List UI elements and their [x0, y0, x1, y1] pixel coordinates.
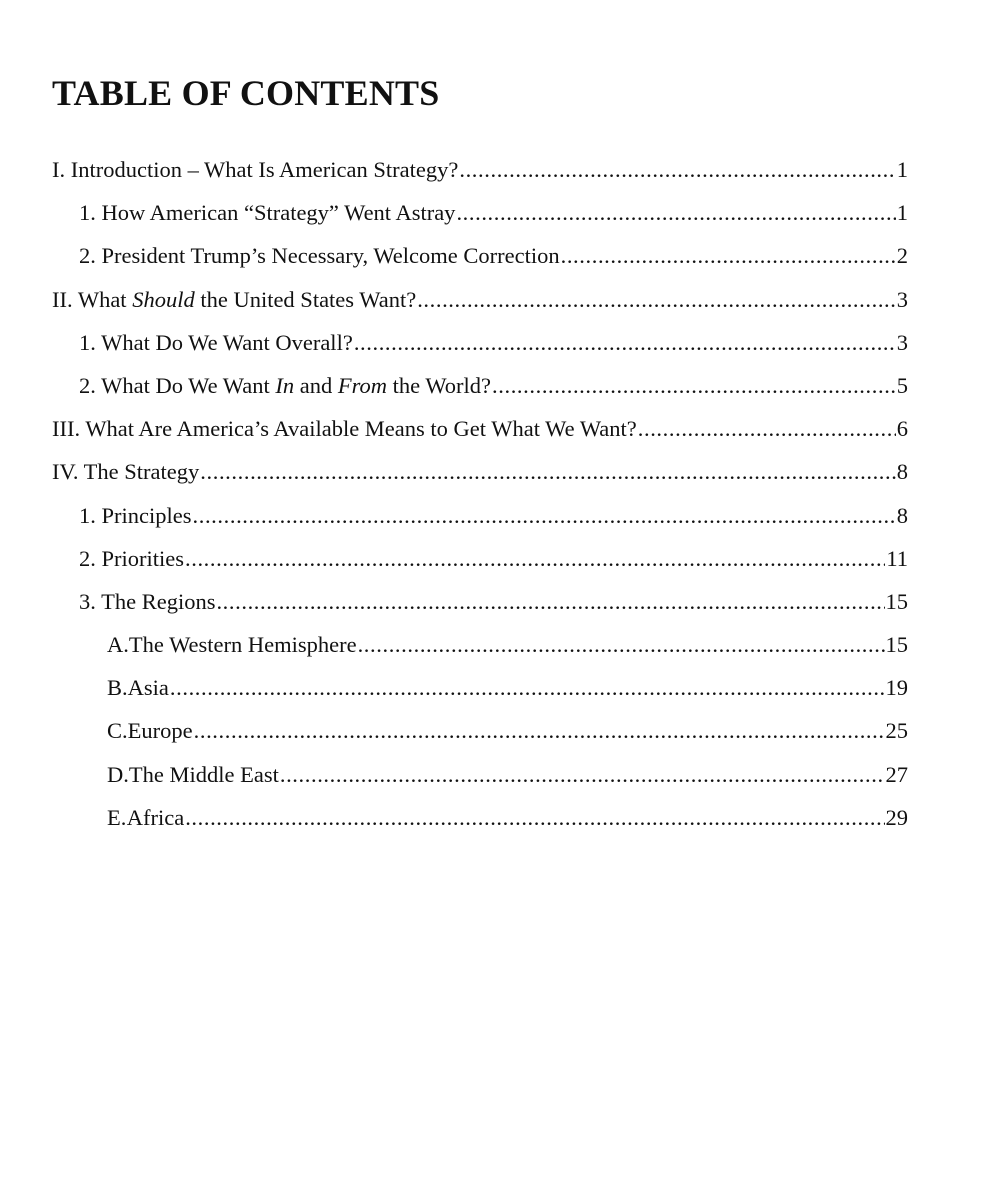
toc-entry-label: 3. The Regions	[79, 588, 216, 614]
toc-entry-label: 1. How American “Strategy” Went Astray	[79, 200, 456, 226]
toc-entry-label: IV. The Strategy	[52, 459, 200, 485]
toc-entry-label: The Western Hemisphere	[128, 632, 357, 658]
dot-leader	[358, 623, 885, 666]
toc-page-number: 15	[885, 632, 908, 658]
toc-entry-the-strategy[interactable]	[52, 450, 908, 493]
toc-entry-label: 1. What Do We Want Overall?	[79, 329, 353, 355]
toc-list	[52, 148, 908, 839]
toc-entry-letter: B.	[107, 675, 128, 701]
toc-entry-principles[interactable]	[52, 494, 908, 537]
dot-leader	[200, 450, 895, 493]
toc-entry-letter: E.	[107, 804, 127, 830]
dot-leader	[561, 234, 896, 277]
dot-leader	[354, 321, 896, 364]
toc-page-number: 8	[896, 459, 908, 485]
toc-entry-label: 1. Principles	[79, 502, 192, 528]
toc-page-number: 2	[896, 243, 908, 269]
dot-leader	[193, 494, 896, 537]
dot-leader	[456, 191, 895, 234]
dot-leader	[417, 278, 896, 321]
toc-entry-priorities[interactable]	[52, 537, 908, 580]
toc-entry-asia[interactable]	[52, 666, 908, 709]
toc-entry-trump-correction[interactable]	[52, 234, 908, 277]
toc-page-number: 3	[896, 286, 908, 312]
dot-leader	[638, 407, 896, 450]
toc-entry-label: 2. Priorities	[79, 545, 184, 571]
toc-entry-africa[interactable]	[52, 796, 908, 839]
toc-entry-label: Europe	[127, 718, 193, 744]
toc-page-number: 19	[885, 675, 908, 701]
toc-entry-label: Asia	[127, 675, 169, 701]
dot-leader	[170, 666, 885, 709]
toc-entry-label: The Middle East	[128, 761, 279, 787]
toc-entry-label: Africa	[126, 804, 185, 830]
toc-page-number: 11	[886, 545, 908, 571]
dot-leader	[185, 796, 884, 839]
toc-page-number: 8	[896, 502, 908, 528]
dot-leader	[459, 148, 895, 191]
toc-entry-label: III. What Are America’s Available Means to Get What We Want?	[52, 416, 637, 442]
toc-entry-label: I. Introduction – What Is American Strategy?	[52, 157, 459, 182]
toc-entry-europe[interactable]	[52, 709, 908, 752]
toc-entry-available-means[interactable]	[52, 407, 908, 450]
dot-leader	[216, 580, 884, 623]
toc-entry-what-want-in-from-world[interactable]	[52, 364, 908, 407]
toc-entry-what-want-overall[interactable]	[52, 321, 908, 364]
toc-page-number: 15	[885, 588, 908, 614]
toc-entry-letter: D.	[107, 761, 129, 787]
toc-page-number: 29	[885, 804, 908, 830]
toc-page-number: 27	[885, 761, 908, 787]
toc-entry-letter: C.	[107, 718, 128, 744]
dot-leader	[194, 709, 885, 752]
toc-entry-label: II. What Should the United States Want?	[52, 286, 417, 312]
toc-page-number: 3	[896, 329, 908, 355]
toc-entry-label: 2. President Trump’s Necessary, Welcome Correction	[79, 243, 560, 269]
dot-leader	[185, 537, 885, 580]
dot-leader	[492, 364, 896, 407]
toc-page-number: 25	[885, 718, 908, 744]
toc-page-number: 5	[896, 372, 908, 398]
toc-page-number: 6	[896, 416, 908, 442]
toc-entry-how-strategy-went-astray[interactable]	[52, 191, 908, 234]
toc-entry-the-regions[interactable]	[52, 580, 908, 623]
toc-entry-label: 2. What Do We Want In and From the World?	[79, 372, 492, 398]
toc-entry-middle-east[interactable]	[52, 753, 908, 796]
toc-entry-what-should-us-want[interactable]	[52, 278, 908, 321]
toc-entry-western-hemisphere[interactable]	[52, 623, 908, 666]
toc-page-number: 1	[896, 157, 908, 182]
dot-leader	[280, 753, 885, 796]
page-title: TABLE OF CONTENTS	[52, 73, 440, 113]
toc-page-number: 1	[896, 200, 908, 226]
toc-entry-letter: A.	[107, 632, 129, 658]
toc-entry-introduction[interactable]	[52, 148, 908, 191]
